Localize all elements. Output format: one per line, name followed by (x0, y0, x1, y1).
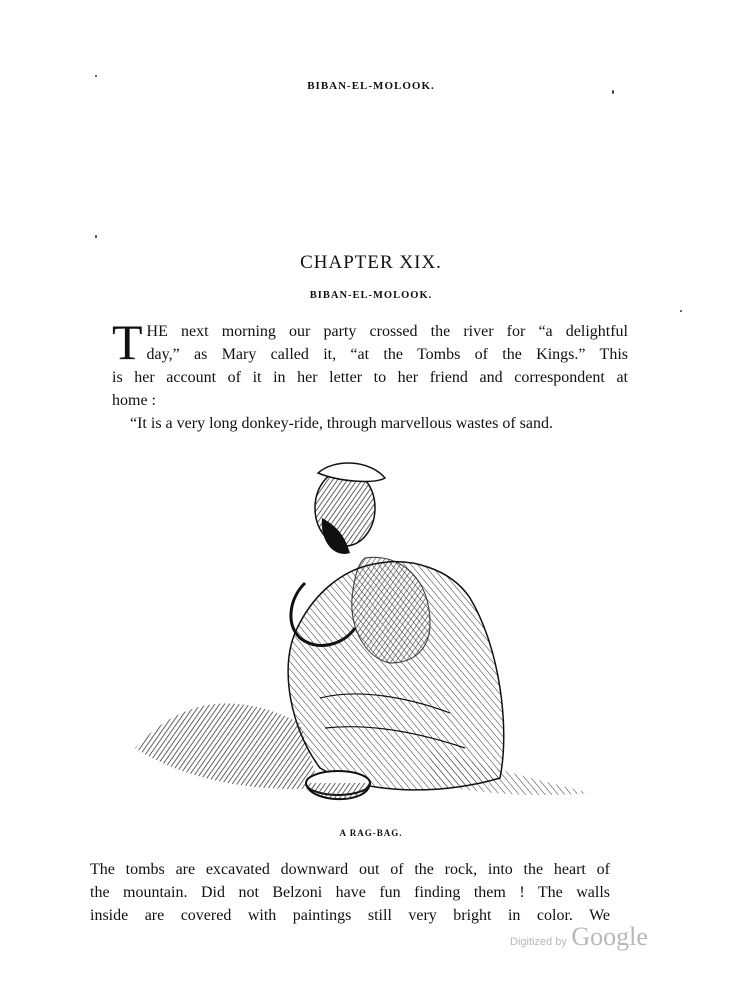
drop-cap: T (112, 314, 143, 370)
illustration-caption: A RAG-BAG. (339, 828, 403, 838)
running-head: BIBAN-EL-MOLOOK. (307, 80, 435, 92)
quote-line: “It is a very long donkey-ride, through marvellous wastes of sand. (130, 415, 554, 432)
scan-speck (612, 90, 614, 94)
paragraph-line: HE next morning our party crossed the river for “a delightful (146, 323, 628, 340)
paragraph-line: day,” as Mary called it, “at the Tombs of the Kings.” This (146, 346, 628, 363)
chapter-subtitle: BIBAN-EL-MOLOOK. (309, 290, 433, 301)
ground-shadow (135, 703, 320, 789)
opening-paragraph (112, 314, 628, 435)
scan-speck (680, 310, 682, 312)
scan-speck (95, 75, 97, 77)
google-watermark (510, 922, 648, 952)
paragraph-line: the mountain. Did not Belzoni have fun finding them ! The walls (90, 884, 610, 901)
closing-paragraph (90, 858, 610, 927)
scan-speck (95, 235, 97, 238)
paragraph-line: is her account of it in her letter to her friend and correspondent at (112, 369, 628, 386)
rag-bag-illustration (130, 448, 600, 818)
watermark-brand: Google (571, 922, 648, 951)
paragraph-line: inside are covered with paintings still very bright in color. We (90, 907, 610, 924)
paragraph-line: home : (112, 392, 156, 409)
paragraph-line: The tombs are excavated downward out of the rock, into the heart of (90, 861, 610, 878)
chapter-title: CHAPTER XIX. (300, 252, 442, 273)
watermark-prefix: Digitized by (510, 936, 567, 948)
